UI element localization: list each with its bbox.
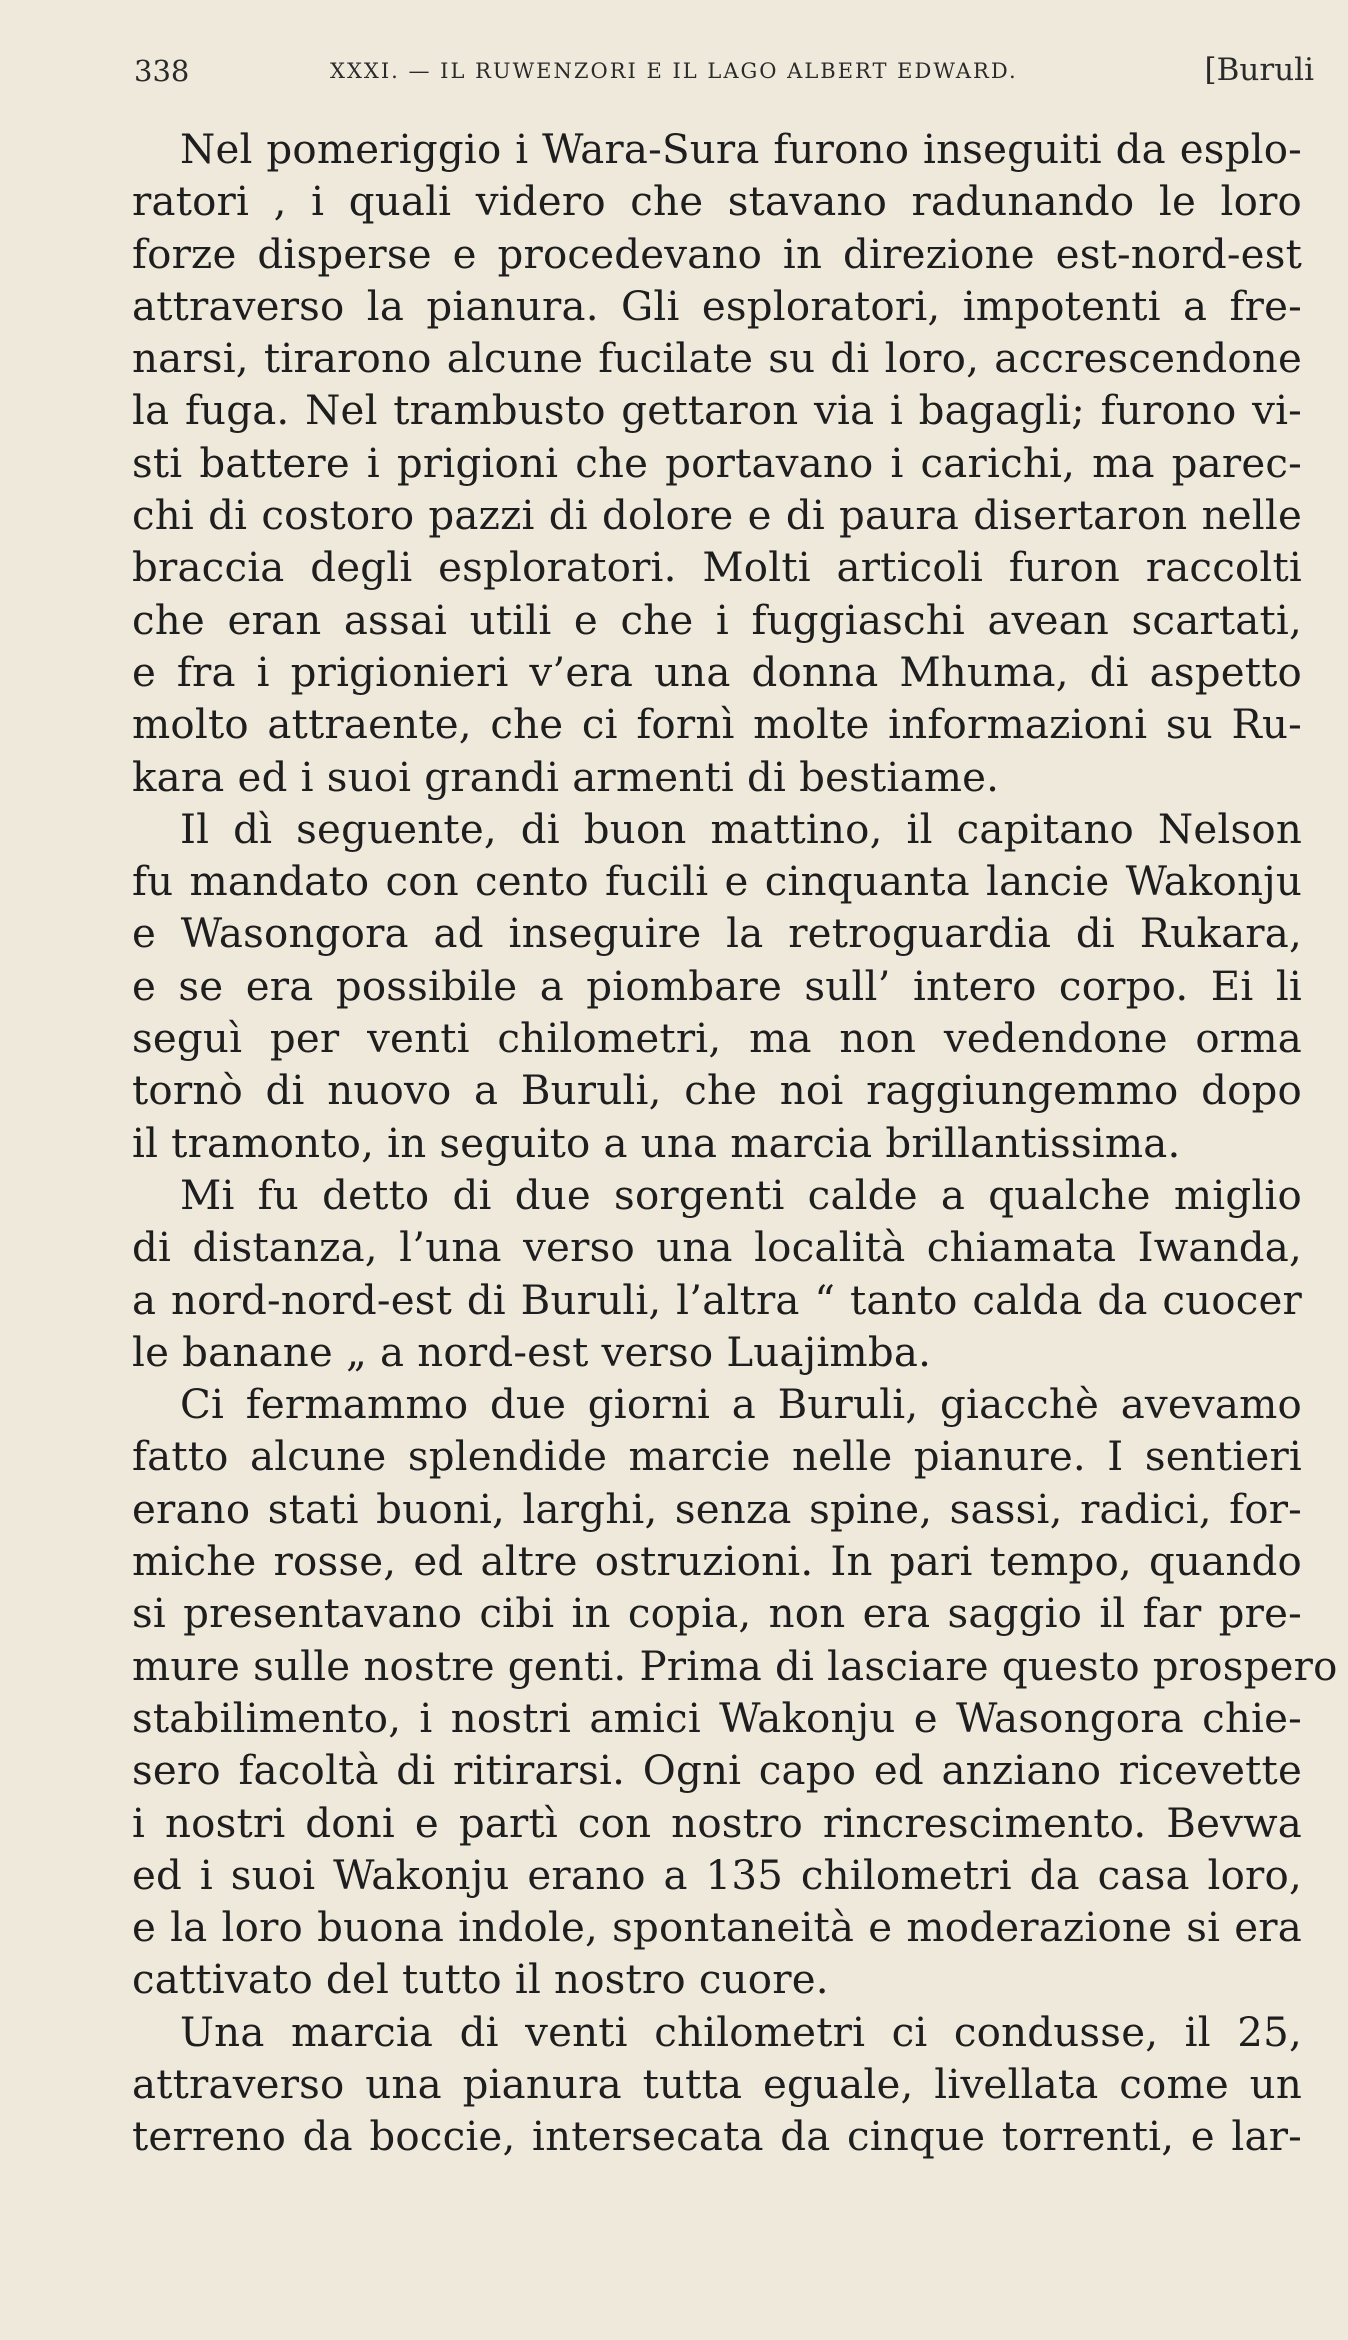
text-line: miche rosse, ed altre ostruzioni. In pari tempo, quando	[132, 1538, 1302, 1586]
text-line: ed i suoi Wakonju erano a 135 chilometri da casa loro,	[132, 1851, 1302, 1899]
text-line: Una marcia di venti chilometri ci condusse, il 25,	[180, 2008, 1302, 2056]
running-head-place: [Buruli	[1204, 52, 1314, 88]
text-line: terreno da boccie, intersecata da cinque torrenti, e lar-	[132, 2113, 1302, 2161]
text-line: molto attraente, che ci fornì molte informazioni su Ru-	[132, 701, 1302, 749]
page-number: 338	[134, 54, 190, 88]
text-line: e se era possibile a piombare sull’ intero corpo. Ei li	[132, 962, 1302, 1010]
text-line: attraverso la pianura. Gli esploratori, impotenti a fre-	[132, 282, 1302, 330]
paragraph	[132, 1170, 1302, 1379]
text-line: i nostri doni e partì con nostro rincrescimento. Bevwa	[132, 1799, 1302, 1847]
text-line: a nord-nord-est di Buruli, l’altra “ tanto calda da cuocer	[132, 1276, 1302, 1324]
text-line: di distanza, l’una verso una località chiamata Iwanda,	[132, 1224, 1302, 1272]
text-line: sero facoltà di ritirarsi. Ogni capo ed anziano ricevette	[132, 1747, 1302, 1795]
text-line: e Wasongora ad inseguire la retroguardia di Rukara,	[132, 910, 1302, 958]
text-line: e fra i prigionieri v’era una donna Mhuma, di aspetto	[132, 648, 1302, 696]
text-line: cattivato del tutto il nostro cuore.	[132, 1956, 829, 2004]
text-line: erano stati buoni, larghi, senza spine, sassi, radici, for-	[132, 1485, 1302, 1533]
text-line: sti battere i prigioni che portavano i carichi, ma parec-	[132, 439, 1302, 487]
text-line: fatto alcune splendide marcie nelle pianure. I sentieri	[132, 1433, 1302, 1481]
text-line: che eran assai utili e che i fuggiaschi avean scartati,	[132, 596, 1302, 644]
text-line: attraverso una pianura tutta eguale, livellata come un	[132, 2060, 1302, 2108]
text-line: tornò di nuovo a Buruli, che noi raggiungemmo dopo	[132, 1067, 1302, 1115]
text-line: narsi, tirarono alcune fucilate su di loro, accrescendone	[132, 335, 1302, 383]
text-line: kara ed i suoi grandi armenti di bestiame.	[132, 753, 1000, 801]
chapter-title: XXXI. — IL RUWENZORI E IL LAGO ALBERT EDWARD.	[330, 59, 1018, 83]
text-line: e la loro buona indole, spontaneità e moderazione si era	[132, 1904, 1302, 1952]
text-line: ratori , i quali videro che stavano radunando le loro	[132, 178, 1302, 226]
text-line: Ci fermammo due giorni a Buruli, giacchè avevamo	[180, 1381, 1302, 1429]
text-line: Il dì seguente, di buon mattino, il capitano Nelson	[180, 805, 1302, 853]
paragraph	[132, 804, 1302, 1170]
text-line: fu mandato con cento fucili e cinquanta lancie Wakonju	[132, 858, 1302, 906]
paragraph	[132, 2007, 1302, 2164]
text-line: chi di costoro pazzi di dolore e di paura disertaron nelle	[132, 492, 1302, 540]
text-line: forze disperse e procedevano in direzione est-nord-est	[132, 230, 1302, 278]
text-line: stabilimento, i nostri amici Wakonju e Wasongora chie-	[132, 1694, 1302, 1742]
body-text	[132, 124, 1338, 2164]
running-head	[134, 52, 1314, 92]
text-line: le banane „ a nord-est verso Luajimba.	[132, 1328, 932, 1376]
paragraph	[132, 1379, 1338, 2007]
text-line: la fuga. Nel trambusto gettaron via i bagagli; furono vi-	[132, 387, 1302, 435]
paragraph	[132, 124, 1302, 804]
text-line: mure sulle nostre genti. Prima di lasciare questo prospero	[132, 1642, 1338, 1690]
text-line: braccia degli esploratori. Molti articoli furon raccolti	[132, 544, 1302, 592]
text-line: il tramonto, in seguito a una marcia brillantissima.	[132, 1119, 1181, 1167]
text-line: Nel pomeriggio i Wara-Sura furono inseguiti da esplo-	[180, 126, 1302, 173]
text-line: Mi fu detto di due sorgenti calde a qualche miglio	[180, 1171, 1302, 1219]
text-line: si presentavano cibi in copia, non era saggio il far pre-	[132, 1590, 1302, 1638]
text-line: seguì per venti chilometri, ma non vedendone orma	[132, 1015, 1302, 1063]
